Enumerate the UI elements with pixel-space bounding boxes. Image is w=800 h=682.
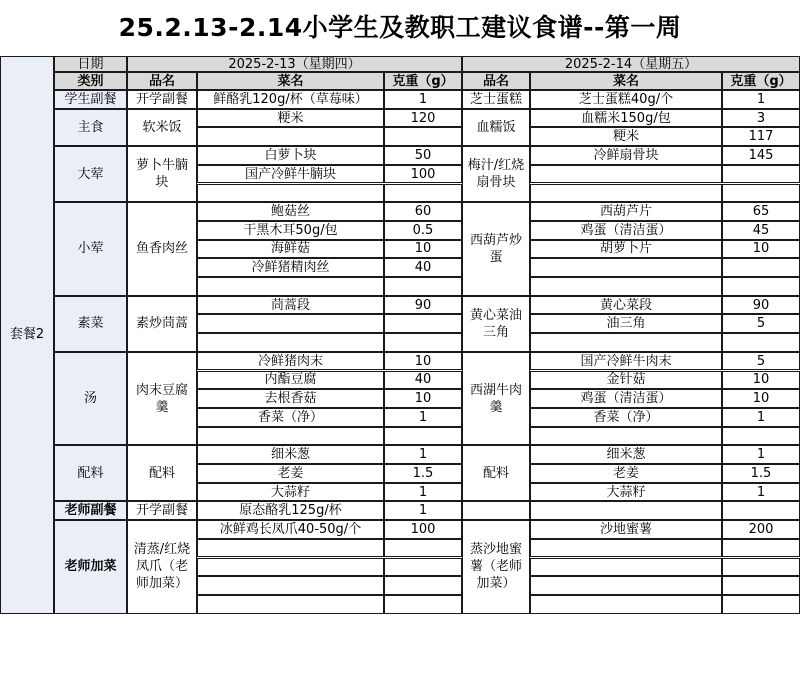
day1-ingredient xyxy=(197,184,384,203)
day2-dish-name xyxy=(462,501,530,520)
day1-weight: 100 xyxy=(384,165,462,184)
day2-ingredient: 金针菇 xyxy=(530,371,722,390)
day1-ingredient: 香菜（净） xyxy=(197,408,384,427)
day1-ingredient: 白萝卜块 xyxy=(197,146,384,165)
day1-dish-name: 清蒸/红烧凤爪（老师加菜） xyxy=(127,520,197,614)
day1-weight xyxy=(384,127,462,146)
day1-ingredient: 鲍菇丝 xyxy=(197,202,384,221)
day1-ingredient: 内酯豆腐 xyxy=(197,371,384,390)
day2-weight xyxy=(722,165,800,184)
day1-weight: 90 xyxy=(384,296,462,315)
day2-dish-name: 黄心菜油三角 xyxy=(462,296,530,352)
day1-ingredient xyxy=(197,558,384,577)
day1-ingredient: 冷鲜猪肉末 xyxy=(197,352,384,371)
day1-weight: 1 xyxy=(384,445,462,464)
day2-ingredient xyxy=(530,501,722,520)
day2-ingredient: 西葫芦片 xyxy=(530,202,722,221)
day2-weight xyxy=(722,501,800,520)
day2-ingredient-header: 菜名 xyxy=(530,72,722,90)
day1-ingredient xyxy=(197,539,384,558)
day1-weight xyxy=(384,595,462,614)
day1-ingredient xyxy=(197,127,384,146)
day2-ingredient: 国产冷鲜牛肉末 xyxy=(530,352,722,371)
day2-dish-name: 西湖牛肉羹 xyxy=(462,352,530,446)
day2-weight: 5 xyxy=(722,352,800,371)
day1-weight: 1 xyxy=(384,408,462,427)
day2-ingredient xyxy=(530,539,722,558)
day2-ingredient: 芝士蛋糕40g/个 xyxy=(530,90,722,109)
day1-dish-header: 品名 xyxy=(127,72,197,90)
day1-ingredient: 老姜 xyxy=(197,464,384,483)
day2-weight: 3 xyxy=(722,109,800,128)
category-label: 汤 xyxy=(54,352,127,446)
day1-weight: 10 xyxy=(384,240,462,259)
day2-ingredient xyxy=(530,258,722,277)
day2-weight xyxy=(722,184,800,203)
day1-weight xyxy=(384,427,462,446)
day1-weight: 10 xyxy=(384,352,462,371)
day2-ingredient: 细米葱 xyxy=(530,445,722,464)
day1-dish-name: 肉末豆腐羹 xyxy=(127,352,197,446)
day1-date-header: 2025-2-13（星期四） xyxy=(127,56,462,72)
category-label: 素菜 xyxy=(54,296,127,352)
date-header-label: 日期 xyxy=(54,56,127,72)
day1-ingredient xyxy=(197,427,384,446)
day1-ingredient: 冷鲜猪精肉丝 xyxy=(197,258,384,277)
day1-dish-name: 配料 xyxy=(127,445,197,501)
day1-weight: 1.5 xyxy=(384,464,462,483)
day1-dish-name: 开学副餐 xyxy=(127,501,197,520)
day2-weight xyxy=(722,558,800,577)
day1-weight: 120 xyxy=(384,109,462,128)
day2-dish-name: 西葫芦炒蛋 xyxy=(462,202,530,296)
day2-weight xyxy=(722,576,800,595)
day2-weight: 1.5 xyxy=(722,464,800,483)
day1-ingredient: 茼蒿段 xyxy=(197,296,384,315)
day2-weight xyxy=(722,277,800,296)
day2-weight xyxy=(722,539,800,558)
day2-weight: 1 xyxy=(722,445,800,464)
menu-table xyxy=(0,56,800,682)
day1-weight: 10 xyxy=(384,389,462,408)
day1-ingredient xyxy=(197,314,384,333)
day2-ingredient xyxy=(530,558,722,577)
day2-weight: 45 xyxy=(722,221,800,240)
day1-weight: 100 xyxy=(384,520,462,539)
day2-ingredient xyxy=(530,595,722,614)
day2-ingredient xyxy=(530,333,722,352)
day1-weight xyxy=(384,539,462,558)
day1-weight: 1 xyxy=(384,90,462,109)
category-label: 小荤 xyxy=(54,202,127,296)
day1-weight xyxy=(384,277,462,296)
day1-weight: 0.5 xyxy=(384,221,462,240)
day1-ingredient-header: 菜名 xyxy=(197,72,384,90)
day1-weight xyxy=(384,333,462,352)
day2-weight: 200 xyxy=(722,520,800,539)
day1-ingredient: 鲜酪乳120g/杯（草莓味） xyxy=(197,90,384,109)
day2-ingredient xyxy=(530,184,722,203)
category-label: 学生副餐 xyxy=(54,90,127,109)
day1-weight xyxy=(384,558,462,577)
day1-dish-name: 软米饭 xyxy=(127,109,197,146)
set-label: 套餐2 xyxy=(0,56,54,614)
day2-weight: 10 xyxy=(722,389,800,408)
day1-dish-name: 鱼香肉丝 xyxy=(127,202,197,296)
day1-weight: 40 xyxy=(384,371,462,390)
day2-ingredient xyxy=(530,576,722,595)
day2-weight xyxy=(722,595,800,614)
day2-ingredient: 鸡蛋（清洁蛋） xyxy=(530,389,722,408)
day2-weight xyxy=(722,258,800,277)
day1-ingredient: 海鲜菇 xyxy=(197,240,384,259)
day2-weight: 65 xyxy=(722,202,800,221)
day1-weight: 50 xyxy=(384,146,462,165)
day2-ingredient: 黄心菜段 xyxy=(530,296,722,315)
day1-ingredient: 国产冷鲜牛腩块 xyxy=(197,165,384,184)
day2-weight: 10 xyxy=(722,240,800,259)
day2-weight xyxy=(722,333,800,352)
day1-ingredient xyxy=(197,595,384,614)
day1-ingredient: 细米葱 xyxy=(197,445,384,464)
day2-ingredient: 粳米 xyxy=(530,127,722,146)
category-label: 大荤 xyxy=(54,146,127,202)
day1-weight xyxy=(384,184,462,203)
day1-weight xyxy=(384,314,462,333)
day1-weight: 40 xyxy=(384,258,462,277)
day1-ingredient xyxy=(197,333,384,352)
day1-weight: 1 xyxy=(384,501,462,520)
day2-date-header: 2025-2-14（星期五） xyxy=(462,56,800,72)
day1-ingredient: 干黑木耳50g/包 xyxy=(197,221,384,240)
day1-ingredient: 冰鲜鸡长凤爪40-50g/个 xyxy=(197,520,384,539)
day2-ingredient: 胡萝卜片 xyxy=(530,240,722,259)
day2-ingredient xyxy=(530,277,722,296)
day2-ingredient: 油三角 xyxy=(530,314,722,333)
category-label: 老师加菜 xyxy=(54,520,127,614)
day2-ingredient xyxy=(530,165,722,184)
day2-weight: 145 xyxy=(722,146,800,165)
day2-weight: 1 xyxy=(722,483,800,502)
day1-ingredient: 大蒜籽 xyxy=(197,483,384,502)
day2-weight: 1 xyxy=(722,408,800,427)
category-label: 配料 xyxy=(54,445,127,501)
day1-dish-name: 萝卜牛腩块 xyxy=(127,146,197,202)
day1-ingredient: 原态酪乳125g/杯 xyxy=(197,501,384,520)
day1-weight xyxy=(384,576,462,595)
day2-ingredient: 冷鲜扇骨块 xyxy=(530,146,722,165)
day2-dish-name: 梅汁/红烧扇骨块 xyxy=(462,146,530,202)
day1-weight-header: 克重（g） xyxy=(384,72,462,90)
day2-dish-name: 芝士蛋糕 xyxy=(462,90,530,109)
day2-weight: 10 xyxy=(722,371,800,390)
day1-ingredient xyxy=(197,277,384,296)
day2-ingredient xyxy=(530,427,722,446)
day1-dish-name: 开学副餐 xyxy=(127,90,197,109)
day2-ingredient: 沙地蜜薯 xyxy=(530,520,722,539)
day2-ingredient: 老姜 xyxy=(530,464,722,483)
day1-ingredient xyxy=(197,576,384,595)
day2-ingredient: 大蒜籽 xyxy=(530,483,722,502)
day2-ingredient: 香菜（净） xyxy=(530,408,722,427)
day2-weight: 5 xyxy=(722,314,800,333)
day1-ingredient: 去根香菇 xyxy=(197,389,384,408)
day2-ingredient: 血糯米150g/包 xyxy=(530,109,722,128)
day1-ingredient: 粳米 xyxy=(197,109,384,128)
day2-dish-name: 配料 xyxy=(462,445,530,501)
day2-weight-header: 克重（g） xyxy=(722,72,800,90)
category-label: 主食 xyxy=(54,109,127,146)
day2-weight xyxy=(722,427,800,446)
day2-dish-header: 品名 xyxy=(462,72,530,90)
category-label: 老师副餐 xyxy=(54,501,127,520)
day2-ingredient: 鸡蛋（清洁蛋） xyxy=(530,221,722,240)
page-title: 25.2.13-2.14小学生及教职工建议食谱--第一周 xyxy=(118,13,682,42)
day1-dish-name: 素炒茼蒿 xyxy=(127,296,197,352)
day2-weight: 90 xyxy=(722,296,800,315)
category-header-label: 类别 xyxy=(54,72,127,90)
day1-weight: 1 xyxy=(384,483,462,502)
day2-dish-name: 血糯饭 xyxy=(462,109,530,146)
day2-dish-name: 蒸沙地蜜薯（老师加菜） xyxy=(462,520,530,614)
day2-weight: 1 xyxy=(722,90,800,109)
day1-weight: 60 xyxy=(384,202,462,221)
day2-weight: 117 xyxy=(722,127,800,146)
